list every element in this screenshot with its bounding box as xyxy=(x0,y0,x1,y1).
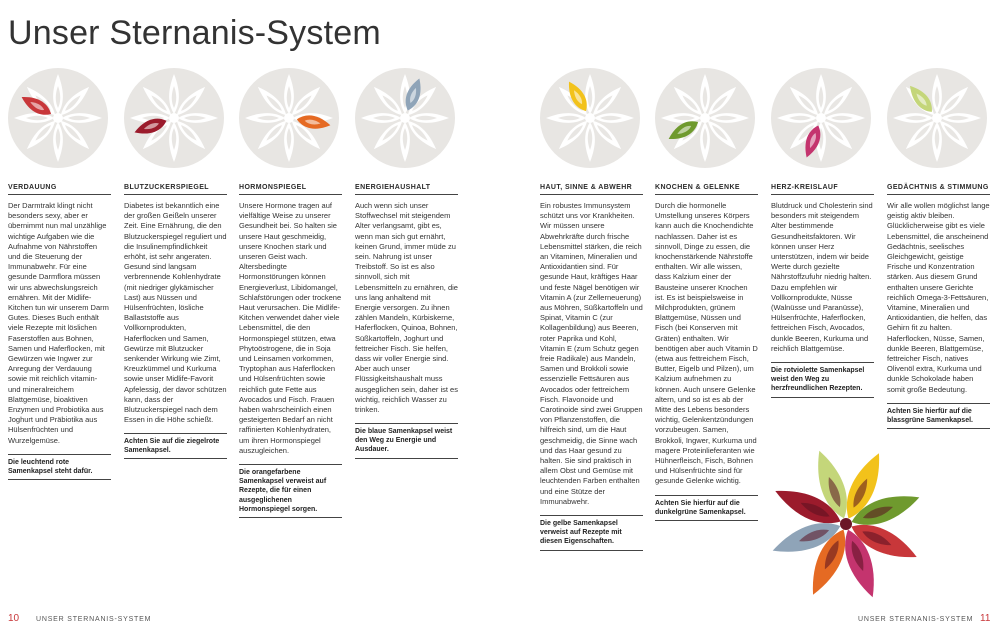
seed-pod-note-herz-kreislauf: Die rotviolette Samenkapsel weist den Weg zu herzfreundlichen Rezepten. xyxy=(771,367,865,393)
seed-pod-note-haut-sinne-abwehr: Die gelbe Samenkapsel verweist auf Rezepte mit diesen Eigenschaften. xyxy=(540,520,622,546)
seed-pod-note-hormonspiegel: Die orangefarbene Samenkapsel verweist auf Rezepte, die für einen ausgeglichenen Hormonspiegel sorgen. xyxy=(239,469,327,513)
section-heading-haut-sinne-abwehr: HAUT, SINNE & ABWEHR xyxy=(540,184,633,191)
star-anise-icon xyxy=(766,444,926,604)
star-anise-haut-sinne-abwehr-icon xyxy=(540,68,640,168)
section-body-energiehaushalt: Auch wenn sich unser Stoffwechsel mit steigendem Alter verlangsamt, gibt es, wenn man sich gut ernährt, keinen Grund, immer müde zu sein. Nahrung ist unser Treibstoff. So ist es also sinnvoll, sich mit Lebensmitteln zu ernähren, die uns lang anhaltend mit Energie versorgen. Zu ihnen zählen Mandeln, Kürbiskerne, Haferflocken, Quinoa, Bohnen, Süßkartoffeln, Joghurt und fettreicher Fisch. Sie helfen, dass wir voller Energie sind. Aber auch unser Flüssigkeitshaushalt muss ausgeglichen sein, daher ist es wichtig, reichlich Wasser zu trinken. xyxy=(355,201,458,415)
star-anise-gedächtnis-stimmung-icon xyxy=(887,68,987,168)
section-body-gedächtnis-stimmung: Wir alle wollen möglichst lange geistig aktiv bleiben. Glücklicherweise gibt es viele Lebensmittel, die anscheinend Gedächtnis, seelisches Gleichgewicht, geistige Frische und Konzentration stärken. Aus diesem Grund enthalten unsere Gerichte reichlich Omega-3-Fettsäuren, Vitamine, Mineralien und Antioxidantien, die helfen, das Gehirn fit zu halten. Haferflocken, Nüsse, Samen, dunkle Beeren, Blattgemüse, fettreicher Fisch, natives Olivenöl extra, Kurkuma und dunkle Schokolade haben somit große Bedeutung. xyxy=(887,201,990,394)
seed-pod-note-verdauung: Die leuchtend rote Samenkapsel steht dafür. xyxy=(8,459,93,476)
section-body-verdauung: Der Darmtrakt klingt nicht besonders sexy, aber er übernimmt nun mal unzählige wichtige Aufgaben wie die Aufnahme von Nährstoffen und die Steuerung der Immunabwehr. Für eine gesunde Darmflora müssen wir uns abwechslungsreich ernähren. Mit der Midlife-Kitchen tun wir unserem Darm Gutes. Dieses Buch enthält viele Rezepte mit löslichen Faserstoffen aus Bohnen, Samen und Haferflocken, mit Gewürzen wie Ingwer zur Anregung der Verdauung sowie mit reichlich vitamin- und mineralreichem Blattgemüse, bioaktiven Enzymen und Probiotika aus Joghurt und Präbiotika aus Hülsenfrüchten und Wurzelgemüse. xyxy=(8,201,109,445)
section-heading-gedächtnis-stimmung: GEDÄCHTNIS & STIMMUNG xyxy=(887,184,989,191)
note-rule-bottom xyxy=(124,458,227,459)
note-rule-bottom xyxy=(8,479,111,480)
section-heading-verdauung: VERDAUUNG xyxy=(8,184,57,191)
heading-rule xyxy=(355,194,458,195)
note-rule-top xyxy=(655,495,758,496)
section-heading-blutzuckerspiegel: BLUTZUCKERSPIEGEL xyxy=(124,184,209,191)
star-anise-hormonspiegel-icon xyxy=(239,68,339,168)
section-body-herz-kreislauf: Blutdruck und Cholesterin sind besonders mit steigendem Alter bestimmende Gesundheitsfaktoren. Wir können unser Herz unterstützen, indem wir beide Werte durch gezielte Nährstoffzufuhr niedrig halten. Dazu empfehlen wir Vollkornprodukte, Nüsse (Walnüsse und Paranüsse), Hülsenfrüchte, Haferflocken, fettreichen Fisch, Avocados, dunkle Beeren, Kurkuma und reichlich Blattgemüse. xyxy=(771,201,873,353)
heading-rule xyxy=(8,194,111,195)
star-anise-herz-kreislauf-icon xyxy=(771,68,871,168)
section-heading-energiehaushalt: ENERGIEHAUSHALT xyxy=(355,184,431,191)
note-rule-top xyxy=(540,515,643,516)
seed-pod-note-energiehaushalt: Die blaue Samenkapsel weist den Weg zu Energie und Ausdauer. xyxy=(355,428,453,454)
section-heading-knochen-gelenke: KNOCHEN & GELENKE xyxy=(655,184,740,191)
note-rule-top xyxy=(239,464,342,465)
section-heading-hormonspiegel: HORMONSPIEGEL xyxy=(239,184,307,191)
heading-rule xyxy=(771,194,874,195)
page-number-left: 10 xyxy=(8,613,20,624)
star-anise-verdauung-icon xyxy=(8,68,108,168)
note-rule-top xyxy=(8,454,111,455)
page-title: Unser Sternanis-System xyxy=(8,14,381,52)
heading-rule xyxy=(540,194,643,195)
running-head-right: UNSER STERNANIS-SYSTEM xyxy=(858,616,974,623)
note-rule-top xyxy=(355,423,458,424)
star-anise-energiehaushalt-icon xyxy=(355,68,455,168)
star-anise-knochen-gelenke-icon xyxy=(655,68,755,168)
heading-rule xyxy=(887,194,990,195)
note-rule-bottom xyxy=(239,517,342,518)
seed-pod-note-knochen-gelenke: Achten Sie hierfür auf die dunkelgrüne Samenkapsel. xyxy=(655,500,746,517)
note-rule-top xyxy=(124,433,227,434)
section-heading-herz-kreislauf: HERZ-KREISLAUF xyxy=(771,184,839,191)
note-rule-bottom xyxy=(887,428,990,429)
note-rule-top xyxy=(771,362,874,363)
section-body-hormonspiegel: Unsere Hormone tragen auf vielfältige Weise zu unserer Gesundheit bei. So halten sie unsere Haut geschmeidig, unsere Knochen stark und unseren Geist wach. Altersbedingte Hormonstörungen können Energieverlust, Libidomangel, Schlafstörungen oder trockene Haut verursachen. Die Midlife-Kitchen verwendet daher viele Lebensmittel, die den Hormonspiegel stützen, etwa Phytoöstrogene, die in Soja und Leinsamen vorkommen, Tryptophan aus Haferflocken und Hülsenfrüchten sowie reichlich gute Fette aus Avocados und Fisch. Frauen haben wahrscheinlich einen gesteigerten Bedarf an nicht raffinierten Kohlenhydraten, um ihren Hormonspiegel auszugleichen. xyxy=(239,201,342,455)
seed-pod-note-gedächtnis-stimmung: Achten Sie hierfür auf die blassgrüne Samenkapsel. xyxy=(887,408,973,425)
running-head-left: UNSER STERNANIS-SYSTEM xyxy=(36,616,152,623)
note-rule-bottom xyxy=(355,458,458,459)
note-rule-bottom xyxy=(771,397,874,398)
section-body-blutzuckerspiegel: Diabetes ist bekanntlich eine der großen Geißeln unserer Zeit. Eine Ernährung, die den Blutzuckerspiegel reguliert und die Insulinempfindlichkeit erhöht, ist sehr angeraten. Gesund sind langsam verbrennende Kohlenhydrate (mit niedriger glykämischer Last) aus Nüssen und Hülsenfrüchten, lösliche Ballaststoffe aus Vollkornprodukten, Haferflocken und Samen, Gewürze mit Blutzucker senkender Wirkung wie Zimt, Kreuzkümmel und Kurkuma sowie unser Midlife-Favorit Apfelessig, der davor schützen kann, dass der Blutzuckerspiegel nach dem Essen in die Höhe schießt. xyxy=(124,201,227,425)
seed-pod-note-blutzuckerspiegel: Achten Sie auf die ziegelrote Samenkapsel. xyxy=(124,438,220,455)
note-rule-bottom xyxy=(540,550,643,551)
section-body-knochen-gelenke: Durch die hormonelle Umstellung unseres Körpers kann auch die Knochendichte nachlassen. Daher ist es sinnvoll, Dinge zu essen, die knochenstärkende Nährstoffe enthalten. Wir alle wissen, dass Kalzium einer der Bausteine unserer Knochen ist. Es ist beispielsweise in Milchprodukten, grünem Blattgemüse, Nüssen und Fisch (bei Konserven mit Gräten) enthalten. Wir benötigen aber auch Vitamin D (etwa aus fettreichem Fisch, Butter, Eigelb und Pilzen), um Kalzium aufnehmen zu können. Auch unsere Gelenke altern, und so ist es ab der Mitte des Lebens besonders wichtig, Gelenkentzündungen vorzubeugen. Samen, Brokkoli, Ingwer, Kurkuma und magere Proteinlieferanten wie Hühnerfleisch, Fisch, Bohnen und Hülsenfrüchte sind für gesunde Gelenke wichtig. xyxy=(655,201,758,486)
section-body-haut-sinne-abwehr: Ein robustes Immunsystem schützt uns vor Krankheiten. Wir müssen unsere Abwehrkräfte durch frische Lebensmittel stärken, die reich an Vitaminen, Mineralien und Antioxidantien sind. Für gesunde Haut, kräftiges Haar und feste Nägel benötigen wir Vitamin A (zur Zellerneuerung) aus Möhren, Süßkartoffeln und Spinat, Vitamin C (zur Kollagenbildung) aus Beeren, roter Paprika und Kohl, Vitamin E (zum Schutz gegen freie Radikale) aus Mandeln, Samen und Brokkoli sowie essenzielle Fettsäuren aus Avocados oder fettreichem Fisch. Flavonoide und Carotinoide sind zwei Gruppen von Pflanzenstoffen, die hilfreich sind, um die Haut geschmeidig, die Sinne wach und das Haar gesund zu halten. Sie sind praktisch in allem Obst und Gemüse mit leuchtenden Farben enthalten und eine Stütze der Immunabwehr. xyxy=(540,201,643,506)
page-number-right: 11 xyxy=(980,613,991,624)
note-rule-bottom xyxy=(655,520,758,521)
note-rule-top xyxy=(887,403,990,404)
heading-rule xyxy=(124,194,227,195)
heading-rule xyxy=(239,194,342,195)
heading-rule xyxy=(655,194,758,195)
star-anise-blutzuckerspiegel-icon xyxy=(124,68,224,168)
